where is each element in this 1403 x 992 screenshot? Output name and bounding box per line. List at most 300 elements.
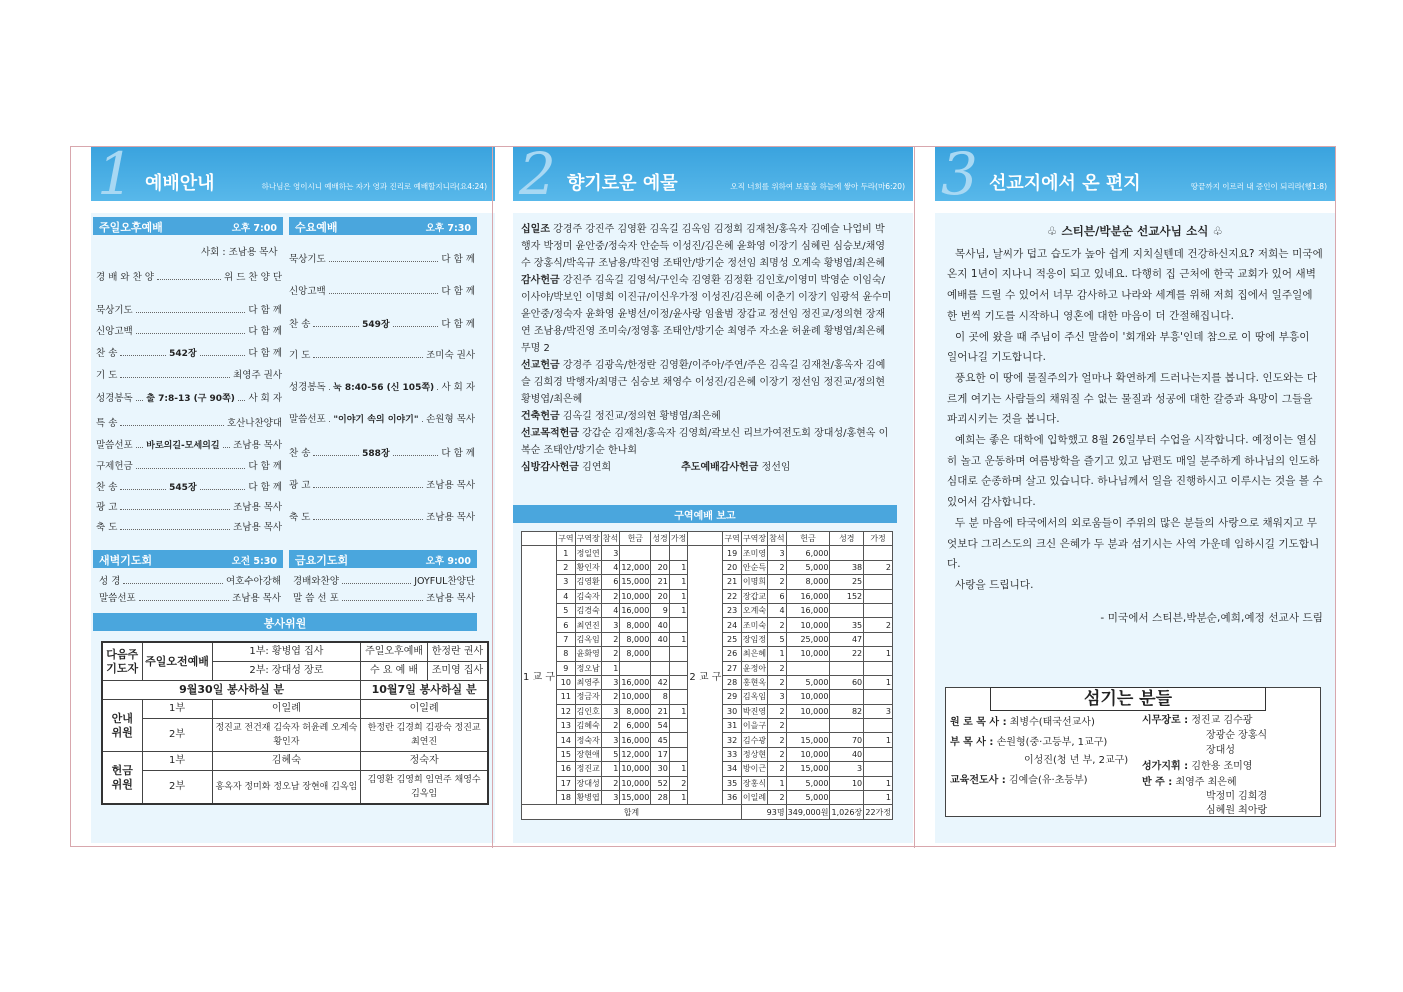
- choir-label: 성가지휘 :: [1142, 761, 1189, 772]
- table-cell: 1: [768, 776, 786, 790]
- total-value: 93명: [741, 805, 786, 819]
- am-part1: 1부: 황병엽 집사: [212, 642, 361, 662]
- serving-title: 섬기는 분들: [990, 687, 1266, 711]
- order-line: [293, 573, 475, 587]
- table-cell: 장갑교: [741, 589, 767, 603]
- table-cell: 16,000: [620, 733, 651, 747]
- friday-prayer-time: 오후 9:00: [425, 556, 471, 567]
- table-cell: 10,000: [786, 618, 830, 632]
- order-line: [96, 367, 282, 381]
- table-cell: 40: [651, 618, 669, 632]
- table-cell: [830, 546, 864, 560]
- order-value: 다 함 께: [248, 305, 282, 316]
- dot-leader: [123, 577, 223, 584]
- table-cell: 5,000: [786, 791, 830, 805]
- order-value: 최영주 권사: [233, 370, 282, 381]
- table-cell: 17: [651, 747, 669, 761]
- date2-label: 10월7일 봉사하실 분: [361, 681, 488, 700]
- table-cell: 32: [723, 733, 741, 747]
- column-header: 가정: [864, 532, 893, 546]
- order-label: 기 도: [96, 370, 118, 381]
- table-cell: 20: [651, 560, 669, 574]
- table-cell: 33: [723, 747, 741, 761]
- table-cell: 1: [557, 546, 575, 560]
- offering-list: [521, 221, 893, 476]
- table-cell: 조미영: [741, 546, 767, 560]
- order-value: 다 함 께: [248, 482, 282, 493]
- order-value: 위 드 찬 양 단: [224, 272, 282, 283]
- offering-type: 심방감사헌금: [521, 462, 579, 473]
- table-cell: 8,000: [620, 704, 651, 718]
- column-header: 성경: [651, 532, 669, 546]
- total-row: [522, 805, 893, 819]
- bulletin-sheet: [70, 146, 1336, 847]
- table-cell: 13: [557, 719, 575, 733]
- edu-name: 김예슬(유·초등부): [1008, 775, 1088, 786]
- table-cell: [864, 690, 893, 704]
- table-cell: 31: [723, 719, 741, 733]
- table-cell: [786, 719, 830, 733]
- table-cell: 정금자: [575, 690, 601, 704]
- page-number: 2: [519, 147, 556, 201]
- table-cell: 9: [651, 603, 669, 617]
- accomp-label: 반 주 :: [1142, 777, 1173, 788]
- order-label: 묵상기도: [96, 305, 133, 316]
- total-label: 합계: [522, 805, 742, 819]
- accompanist-2: [1206, 790, 1267, 804]
- dot-leader: [313, 481, 423, 488]
- offering2-date1: 홍옥자 정미화 정오남 장현애 김옥임: [212, 771, 361, 805]
- page-divider: [492, 147, 493, 848]
- associate-name-2: 이성진(청 년 부, 2교구): [1024, 755, 1129, 766]
- part2-label: 2부: [142, 771, 212, 805]
- table-cell: 35: [830, 618, 864, 632]
- edu-label: 교육전도사 :: [950, 775, 1006, 786]
- table-cell: [669, 675, 687, 689]
- table-cell: 장임정: [741, 632, 767, 646]
- sunday-service-bar: [93, 217, 283, 235]
- page-title: 향기로운 예물: [567, 173, 678, 194]
- column-header: 구역장: [741, 532, 767, 546]
- dot-leader: [136, 306, 246, 313]
- letter-body: [947, 244, 1323, 596]
- table-cell: 18: [557, 791, 575, 805]
- order-value: 다 함 께: [248, 348, 282, 359]
- column-header: 구역: [723, 532, 741, 546]
- part2-label: 2부: [142, 719, 212, 752]
- wed-name: 조미영 집사: [427, 662, 488, 681]
- order-label: 말 씀 선 포: [293, 593, 339, 604]
- district-label: 2 교 구: [688, 546, 723, 805]
- column-header: 참석: [768, 532, 786, 546]
- table-cell: 60: [830, 675, 864, 689]
- table-cell: 1: [768, 647, 786, 661]
- dot-leader: [393, 320, 439, 327]
- table-cell: 2: [601, 632, 619, 646]
- wednesday-service-title: 수요예배: [295, 221, 338, 234]
- table-cell: 김수광: [741, 733, 767, 747]
- table-cell: 19: [723, 546, 741, 560]
- dot-leader: [120, 419, 224, 426]
- table-cell: 152: [830, 589, 864, 603]
- table-cell: 2: [768, 704, 786, 718]
- letter-paragraph: 이 곳에 왔을 때 주님이 주신 말씀이 '회개와 부흥'인데 참으로 이 땅에 부흥이 일어나길 기도합니다.: [947, 330, 1310, 364]
- table-cell: 6: [768, 589, 786, 603]
- page-number: 1: [97, 147, 134, 201]
- table-cell: 15,000: [786, 762, 830, 776]
- dot-leader: [342, 577, 411, 584]
- table-cell: 장현애: [575, 747, 601, 761]
- table-cell: 35: [723, 776, 741, 790]
- order-label: 축 도: [96, 522, 118, 533]
- order-label: 찬 송: [96, 348, 118, 359]
- dot-leader: [136, 327, 246, 334]
- table-cell: 1: [864, 647, 893, 661]
- table-cell: 최영주: [575, 675, 601, 689]
- table-cell: 오계숙: [741, 603, 767, 617]
- table-cell: 1: [864, 776, 893, 790]
- table-cell: 16,000: [620, 675, 651, 689]
- order-line: [289, 347, 475, 361]
- order-value: 사 회 자: [441, 382, 476, 393]
- elders-2: [1206, 729, 1267, 743]
- table-cell: 윤정아: [741, 661, 767, 675]
- table-cell: 2: [601, 776, 619, 790]
- table-cell: 8,000: [620, 618, 651, 632]
- table-cell: 김옥임: [741, 690, 767, 704]
- table-cell: 14: [557, 733, 575, 747]
- offering-names: 정선임: [761, 462, 791, 473]
- associate-pastor: [950, 736, 1107, 750]
- table-cell: 1: [669, 575, 687, 589]
- offering-names: 강경주 김광옥/한정란 김영환/이주아/주연/주은 김옥길 김재천/홍옥자 김예슬 김희경 박행자/최명근 심승보 채영수 이성진/김은혜 이장기 정선임 정진교/정의현 황병엽/최은혜: [521, 360, 886, 405]
- table-cell: 21: [651, 575, 669, 589]
- order-label: 성경봉독: [289, 382, 326, 393]
- table-cell: 10,000: [620, 589, 651, 603]
- table-cell: 38: [830, 560, 864, 574]
- order-line: [289, 411, 475, 425]
- table-cell: 방이근: [741, 762, 767, 776]
- order-value: 여호수아강해: [225, 576, 281, 587]
- offering-type: 건축헌금: [521, 411, 560, 422]
- order-highlight: 588장: [362, 448, 390, 459]
- dot-leader: [120, 349, 166, 356]
- dot-leader: [422, 415, 424, 422]
- offering-names: 강갑순 김재천/홍옥자 김영희/곽보신 리브가여전도회 장대성/홍현옥 이복순 조태안/방기순 한나회: [521, 428, 889, 456]
- table-cell: 8: [651, 690, 669, 704]
- order-value: 사 회 자: [248, 393, 283, 404]
- table-cell: 21: [651, 704, 669, 718]
- table-cell: [830, 719, 864, 733]
- table-cell: 정진교: [575, 762, 601, 776]
- order-label: 경 배 와 찬 양: [96, 272, 154, 283]
- order-line: [99, 590, 281, 604]
- dot-leader: [223, 441, 231, 448]
- order-value: 호산나찬양대: [226, 418, 282, 429]
- table-cell: 김옥임: [575, 632, 601, 646]
- guide-label: 안내 위원: [102, 700, 142, 752]
- page1-header: [91, 147, 495, 201]
- elders-line-2: 장광순 장홍식: [1206, 730, 1268, 741]
- offering-names: 강경주 강진주 김영환 김옥길 김옥임 김정회 김재천/홍옥자 김예슬 나업비 박행자 박정미 윤안중/정숙자 안순득 이성진/김은혜 윤화영 이장기 심혜린 심승보/채영수 장홍식/박옥규 조남용/박진영 조태안/방기순 정선임 최명성 오계숙 황병엽/최은혜: [521, 224, 886, 269]
- table-cell: 정상현: [741, 747, 767, 761]
- page-verse: 땅끝까지 이르러 내 증인이 되리라(행1:8): [1190, 182, 1327, 191]
- dawn-prayer-time: 오전 5:30: [231, 556, 277, 567]
- table-cell: 2: [864, 560, 893, 574]
- honorary-pastor: [950, 716, 1095, 730]
- associate-name-1: 손원형(중·고등부, 1교구): [996, 737, 1108, 748]
- table-cell: [830, 791, 864, 805]
- am-part2: 2부: 장대성 장로: [212, 662, 361, 681]
- guide1-date1: 이일례: [212, 700, 361, 719]
- column-header: 가정: [669, 532, 687, 546]
- dawn-prayer-bar: [93, 550, 283, 568]
- offering-type: 선교헌금: [521, 360, 560, 371]
- table-cell: 2: [864, 618, 893, 632]
- table-cell: 2: [601, 647, 619, 661]
- order-label: 광 고: [96, 502, 118, 513]
- table-cell: 2: [768, 747, 786, 761]
- order-line: [96, 458, 282, 472]
- table-cell: 3: [768, 546, 786, 560]
- table-cell: 김인호: [575, 704, 601, 718]
- dot-leader: [136, 394, 144, 401]
- table-cell: 23: [723, 603, 741, 617]
- table-cell: 3: [830, 762, 864, 776]
- page-title: 예배안내: [145, 173, 215, 194]
- offering-entry: [521, 221, 893, 272]
- table-cell: 정일연: [575, 546, 601, 560]
- date1-label: 9월30일 봉사하실 분: [102, 681, 361, 700]
- table-cell: 20: [651, 589, 669, 603]
- table-cell: 5: [601, 747, 619, 761]
- table-cell: 30: [651, 762, 669, 776]
- choir-director: [1142, 760, 1252, 774]
- table-cell: 3: [864, 704, 893, 718]
- table-cell: 3: [601, 733, 619, 747]
- table-cell: 1: [669, 603, 687, 617]
- table-cell: 70: [830, 733, 864, 747]
- table-cell: 윤화영: [575, 647, 601, 661]
- pm-service-label: 주일오후예배: [361, 642, 428, 662]
- dot-leader: [200, 349, 246, 356]
- table-cell: 4: [557, 589, 575, 603]
- table-cell: [669, 661, 687, 675]
- page-verse: 오직 너희를 위하여 보물을 하늘에 쌓아 두라(마6:20): [730, 182, 905, 191]
- table-cell: 22: [723, 589, 741, 603]
- table-cell: [669, 618, 687, 632]
- table-cell: 45: [651, 733, 669, 747]
- table-cell: 조미숙: [741, 618, 767, 632]
- table-cell: 3: [557, 575, 575, 589]
- table-cell: 12,000: [620, 560, 651, 574]
- accompanist: [1142, 776, 1237, 790]
- table-cell: 54: [651, 719, 669, 733]
- dot-leader: [329, 287, 439, 294]
- order-line: [96, 437, 282, 451]
- sunday-service-time: 오후 7:00: [231, 223, 277, 234]
- choir-name: 김한용 조미영: [1191, 761, 1253, 772]
- table-cell: 27: [723, 661, 741, 675]
- table-cell: 25: [723, 632, 741, 646]
- order-label: 신앙고백: [96, 326, 133, 337]
- order-highlight: 545장: [169, 482, 197, 493]
- table-cell: 7: [557, 632, 575, 646]
- page3-header: [935, 147, 1335, 201]
- accomp-line-1: 최영주 최은혜: [1175, 777, 1237, 788]
- table-cell: 10,000: [786, 647, 830, 661]
- dot-leader: [120, 523, 230, 530]
- table-cell: 16,000: [620, 603, 651, 617]
- order-label: 말씀선포: [99, 593, 136, 604]
- order-value: 조남용 목사: [426, 480, 475, 491]
- table-cell: [830, 603, 864, 617]
- dot-leader: [329, 415, 331, 422]
- table-cell: 1: [864, 675, 893, 689]
- order-highlight: 542장: [169, 348, 197, 359]
- order-label: 묵상기도: [289, 254, 326, 265]
- honorary-name: 최병수(태국선교사): [1009, 717, 1095, 728]
- table-cell: [669, 690, 687, 704]
- volunteer-title: 봉사위원: [263, 617, 307, 630]
- letter-paragraph: 풍요한 이 땅에 물질주의가 얼마나 확연하게 드러나는지를 봅니다. 인도와는 다르게 여기는 사람들의 채워질 수 없는 물질과 성공에 대한 갈증과 욕망이 그들을 파괴시키는 것을 봅니다.: [947, 371, 1318, 426]
- page-offerings: [513, 147, 913, 848]
- table-cell: 8: [557, 647, 575, 661]
- table-cell: 1: [601, 762, 619, 776]
- table-cell: 1: [669, 791, 687, 805]
- table-cell: 24: [723, 618, 741, 632]
- associate-pastor-2: [1024, 754, 1128, 768]
- table-cell: [669, 733, 687, 747]
- column-header: 참석: [601, 532, 619, 546]
- order-value: 조남용 목사: [232, 593, 281, 604]
- table-cell: [864, 575, 893, 589]
- order-label: 기 도: [289, 350, 311, 361]
- dot-leader: [136, 441, 144, 448]
- wednesday-service-time: 오후 7:30: [425, 223, 471, 234]
- total-value: 22가정: [864, 805, 893, 819]
- am-service-label: 주일오전예배: [142, 642, 212, 681]
- table-cell: [651, 546, 669, 560]
- order-line: [96, 345, 282, 359]
- letter-paragraph: 목사님, 날씨가 덥고 습도가 높아 쉽게 지치실텐데 건강하신지요? 저희는 미국에 온지 1년이 지나니 적응이 되고 있네요. 다행히 집 근처에 한국 교회가 있어 새벽 예배를 드릴 수 있어서 너무 감사하고 나라와 세계를 위해 저희 집에서 일주일에 한 번씩 기도를 시작하니 영혼에 대한 마음이 더 간절해집니다.: [947, 247, 1323, 322]
- table-cell: 1: [864, 733, 893, 747]
- accomp-line-3: 심혜원 최아랑: [1206, 805, 1268, 816]
- table-cell: 8,000: [620, 632, 651, 646]
- table-cell: [669, 747, 687, 761]
- column-header: 구역장: [575, 532, 601, 546]
- total-value: 349,000원: [786, 805, 830, 819]
- table-cell: [864, 632, 893, 646]
- table-cell: 김혜숙: [575, 719, 601, 733]
- order-line: [289, 316, 475, 330]
- order-line: [293, 590, 475, 604]
- table-cell: 4: [601, 560, 619, 574]
- page2-header: [513, 147, 913, 201]
- order-label: 광 고: [289, 480, 311, 491]
- offering-type: 추도예배감사헌금: [681, 462, 759, 473]
- table-cell: 52: [651, 776, 669, 790]
- order-line: [96, 302, 282, 316]
- spacer-cell: [688, 532, 723, 546]
- table-cell: 16,000: [786, 589, 830, 603]
- table-cell: 최연진: [575, 618, 601, 632]
- order-label: 말씀선포: [289, 414, 326, 425]
- dot-leader: [120, 503, 230, 510]
- order-line: [96, 415, 282, 429]
- dot-leader: [313, 320, 359, 327]
- order-line: [96, 390, 282, 404]
- order-value: 조남용 목사: [426, 593, 475, 604]
- order-label: 말씀선포: [96, 440, 133, 451]
- order-line: [96, 499, 282, 513]
- table-cell: 정오남: [575, 661, 601, 675]
- table-cell: 이일례: [741, 791, 767, 805]
- table-cell: [864, 661, 893, 675]
- table-cell: 2: [557, 560, 575, 574]
- offering-names: 김연희: [582, 462, 612, 473]
- order-value: 다 함 께: [248, 326, 282, 337]
- offering-names: 김옥길 정진교/정의현 황병엽/최은혜: [562, 411, 721, 422]
- table-cell: 2: [669, 776, 687, 790]
- wed-service-label: 수 요 예 배: [361, 662, 428, 681]
- order-label: 특 송: [96, 418, 118, 429]
- table-cell: [669, 647, 687, 661]
- friday-prayer-bar: [289, 550, 477, 568]
- table-cell: 10,000: [620, 762, 651, 776]
- associate-label: 부 목 사 :: [950, 737, 994, 748]
- next-prayer-label: 다음주 기도자: [102, 642, 142, 681]
- part1-label: 1부: [142, 700, 212, 719]
- table-cell: 5,000: [786, 776, 830, 790]
- elders-line-1: 정진교 김수광: [1191, 715, 1253, 726]
- offering-entry: [521, 425, 893, 459]
- table-cell: 30: [723, 704, 741, 718]
- table-cell: 34: [723, 762, 741, 776]
- table-cell: 3: [601, 675, 619, 689]
- offering1-date2: 정숙자: [361, 752, 488, 771]
- table-cell: 3: [601, 704, 619, 718]
- letter-paragraph: 사랑을 드립니다.: [955, 578, 1034, 591]
- education-minister: [950, 774, 1088, 788]
- table-cell: 25,000: [786, 632, 830, 646]
- table-cell: 홍현옥: [741, 675, 767, 689]
- volunteer-bar: [93, 613, 477, 631]
- elders-line-3: 장대성: [1206, 745, 1235, 756]
- order-label: 찬 송: [96, 482, 118, 493]
- table-cell: 10,000: [620, 690, 651, 704]
- table-cell: 2: [768, 560, 786, 574]
- table-cell: 김영환: [575, 575, 601, 589]
- order-line: [96, 479, 282, 493]
- table-cell: 황인자: [575, 560, 601, 574]
- accompanist-3: [1206, 804, 1267, 818]
- order-value: 조남용 목사: [426, 512, 475, 523]
- table-cell: 11: [557, 690, 575, 704]
- wednesday-service-bar: [289, 217, 477, 235]
- table-cell: 2: [768, 719, 786, 733]
- table-cell: 안순득: [741, 560, 767, 574]
- table-cell: [864, 747, 893, 761]
- table-cell: [864, 762, 893, 776]
- district-report-bar: [513, 505, 897, 523]
- offering1-date1: 김혜숙: [212, 752, 361, 771]
- table-cell: 4: [601, 603, 619, 617]
- table-cell: 장홍식: [741, 776, 767, 790]
- column-header: 헌금: [786, 532, 830, 546]
- table-cell: 6,000: [786, 546, 830, 560]
- elders: [1142, 714, 1252, 728]
